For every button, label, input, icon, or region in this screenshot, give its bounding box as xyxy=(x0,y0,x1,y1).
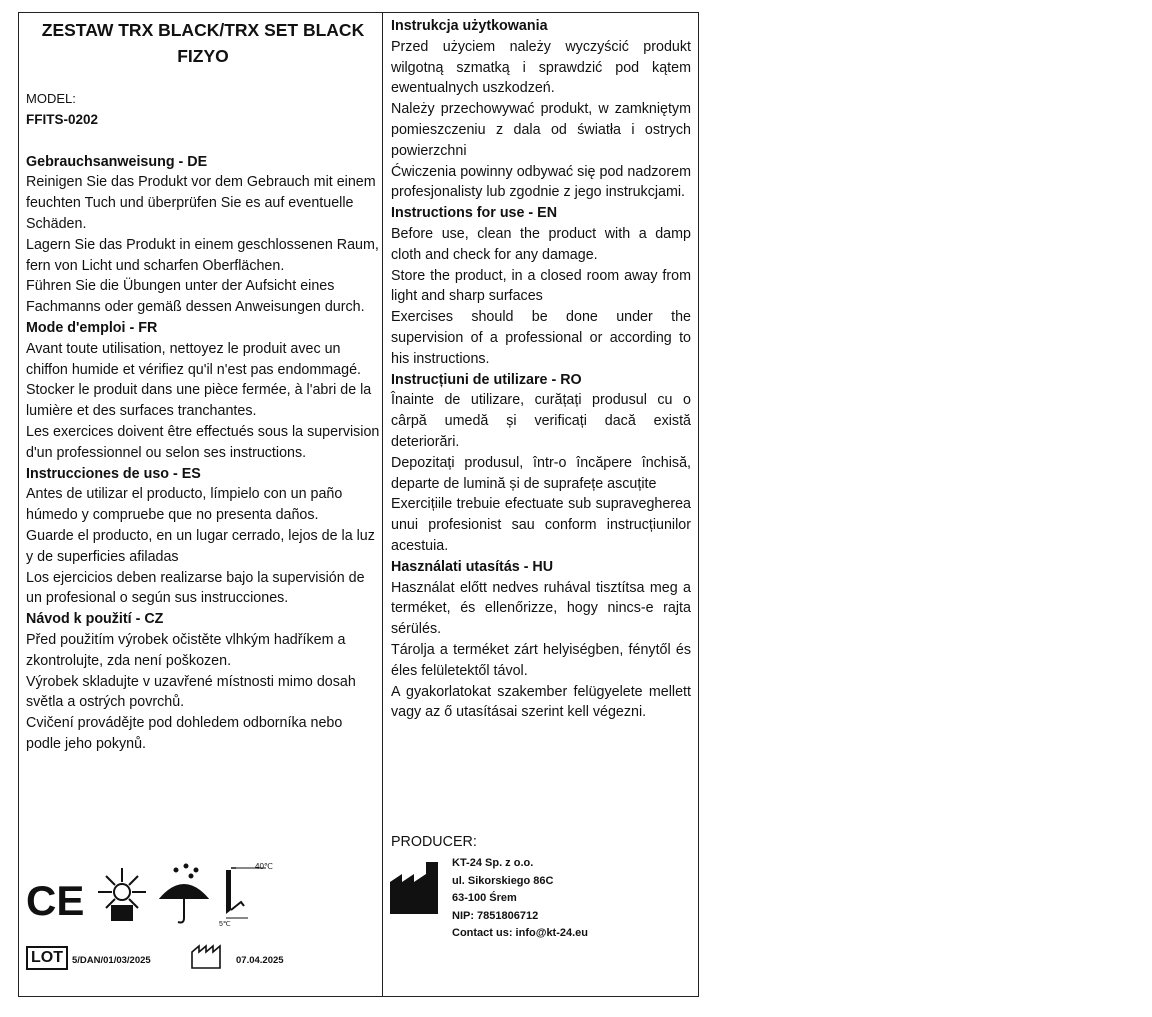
paragraph: Înainte de utilizare, curățați produsul cu o cârpă umedă și verificați dacă există deteriorări. xyxy=(391,392,691,450)
paragraph: Przed użyciem należy wyczyścić produkt wilgotną szmatką i sprawdzić pod kątem ewentualnych uszkodzeń. xyxy=(391,38,691,97)
spacer xyxy=(26,131,380,152)
paragraph: Les exercices doivent être effectués sous la supervision d'un professionnel ou selon ses instructions. xyxy=(26,423,380,461)
section-heading: Instrucțiuni de utilizare - RO xyxy=(391,371,582,388)
section-hu xyxy=(391,557,691,723)
paragraph: Cvičení provádějte pod dohledem odborníka nebo podle jeho pokynů. xyxy=(26,715,343,752)
paragraph: Reinigen Sie das Produkt vor dem Gebrauch mit einem feuchten Tuch und überprüfen Sie es auf eventuelle Schäden. xyxy=(26,174,376,232)
section-de xyxy=(26,152,380,318)
title-line-2: FIZYO xyxy=(177,46,229,66)
paragraph: Výrobek skladujte v uzavřené místnosti mimo dosah světla a ostrých povrchů. xyxy=(26,673,356,711)
paragraph: Należy przechowywać produkt, w zamkniętym pomieszczeniu z dala od światła i ostrych powierzchni xyxy=(391,101,691,159)
paragraph: Před použitím výrobek očistěte vlhkým hadříkem a zkontrolujte, zda není poškozen. xyxy=(26,631,346,669)
paragraph: Ćwiczenia powinny odbywać się pod nadzorem profesjonalisty lub zgodnie z jego instrukcjami. xyxy=(391,163,691,201)
manufacture-date: 07.04.2025 xyxy=(236,955,284,966)
section-ro xyxy=(391,370,691,557)
keep-dry-icon xyxy=(161,865,207,923)
ce-mark-icon xyxy=(26,877,84,924)
section-heading: Instrucciones de uso - ES xyxy=(26,465,201,482)
paragraph: Tárolja a terméket zárt helyiségben, fénytől és éles felületektől távol. xyxy=(391,641,691,679)
paragraph: Guarde el producto, en un lugar cerrado, lejos de la luz y de superficies afiladas xyxy=(26,527,375,565)
symbols-row xyxy=(26,860,286,930)
right-column xyxy=(391,16,691,723)
model-block xyxy=(26,89,380,131)
producer-company: KT-24 Sp. z o.o. xyxy=(452,857,534,869)
temp-max-label: 40℃ xyxy=(255,862,273,871)
paragraph: Stocker le produit dans une pièce fermée, à l'abri de la lumière et des surfaces tranchantes. xyxy=(26,382,372,420)
paragraph: Használat előtt nedves ruhával tisztítsa meg a terméket, és ellenőrizze, hogy nincs-e rajta sérülés. xyxy=(391,579,691,638)
paragraph: Los ejercicios deben realizarse bajo la supervisión de un profesional o según sus instrucciones. xyxy=(26,569,365,607)
paragraph: Antes de utilizar el producto, límpielo con un paño húmedo y compruebe que no presenta daños. xyxy=(26,486,343,524)
paragraph: Avant toute utilisation, nettoyez le produit avec un chiffon humide et vérifiez qu'il n'est pas endommagé. xyxy=(26,340,362,378)
section-cz xyxy=(26,609,380,755)
manufacturer-icon xyxy=(390,860,446,914)
keep-away-from-sunlight-icon xyxy=(98,868,146,920)
producer-city: 63-100 Śrem xyxy=(452,892,517,904)
ce-mark-text: CE xyxy=(26,877,85,924)
section-heading: Návod k použití - CZ xyxy=(26,611,164,628)
paragraph: Lagern Sie das Produkt in einem geschlossenen Raum, fern von Licht und scharfen Oberflächen. xyxy=(26,236,379,274)
producer-heading: PRODUCER: xyxy=(391,834,477,850)
column-divider xyxy=(382,12,383,997)
producer-nip: NIP: 7851806712 xyxy=(452,909,539,922)
section-heading: Mode d'emploi - FR xyxy=(26,319,158,336)
section-pl xyxy=(391,16,691,203)
temperature-limit-icon xyxy=(219,862,273,928)
temp-min-label: 5℃ xyxy=(219,921,231,928)
producer-contact: Contact us: info@kt-24.eu xyxy=(452,927,589,939)
product-title xyxy=(26,17,380,69)
section-heading: Gebrauchsanweisung - DE xyxy=(26,153,208,170)
paragraph: Store the product, in a closed room away from light and sharp surfaces xyxy=(391,267,691,305)
paragraph: Depozitați produsul, într-o încăpere închisă, departe de lumină și de suprafețe ascuțite xyxy=(391,454,691,492)
section-heading: Instrukcja użytkowania xyxy=(391,18,548,34)
section-en xyxy=(391,203,691,369)
lot-value: 5/DAN/01/03/2025 xyxy=(72,955,151,966)
producer-address xyxy=(452,855,588,943)
paragraph: Exercises should be done under the supervision of a professional or according to his instructions. xyxy=(391,309,691,367)
section-heading: Használati utasítás - HU xyxy=(391,558,554,575)
paragraph: Before use, clean the product with a damp cloth and check for any damage. xyxy=(391,225,691,263)
section-es xyxy=(26,464,380,610)
producer-street: ul. Sikorskiego 86C xyxy=(452,874,554,887)
model-value: FFITS-0202 xyxy=(26,111,99,127)
lot-row xyxy=(26,946,366,976)
left-column xyxy=(26,17,380,755)
section-heading: Instructions for use - EN xyxy=(391,205,558,222)
paragraph: Exercițiile trebuie efectuate sub supravegherea unui profesionist sau conform instrucțiunilor acestuia. xyxy=(391,496,691,554)
paragraph: Führen Sie die Übungen unter der Aufsicht eines Fachmanns oder gemäß dessen Anweisungen durch. xyxy=(26,278,365,316)
lot-icon: LOT xyxy=(26,946,68,970)
title-line-1: ZESTAW TRX BLACK/TRX SET BLACK xyxy=(41,20,365,40)
manufacture-date-icon xyxy=(190,942,226,970)
section-fr xyxy=(26,318,380,464)
model-label: MODEL: xyxy=(26,91,76,106)
paragraph: A gyakorlatokat szakember felügyelete mellett vagy az ő utasításai szerint kell végezni. xyxy=(391,683,691,721)
